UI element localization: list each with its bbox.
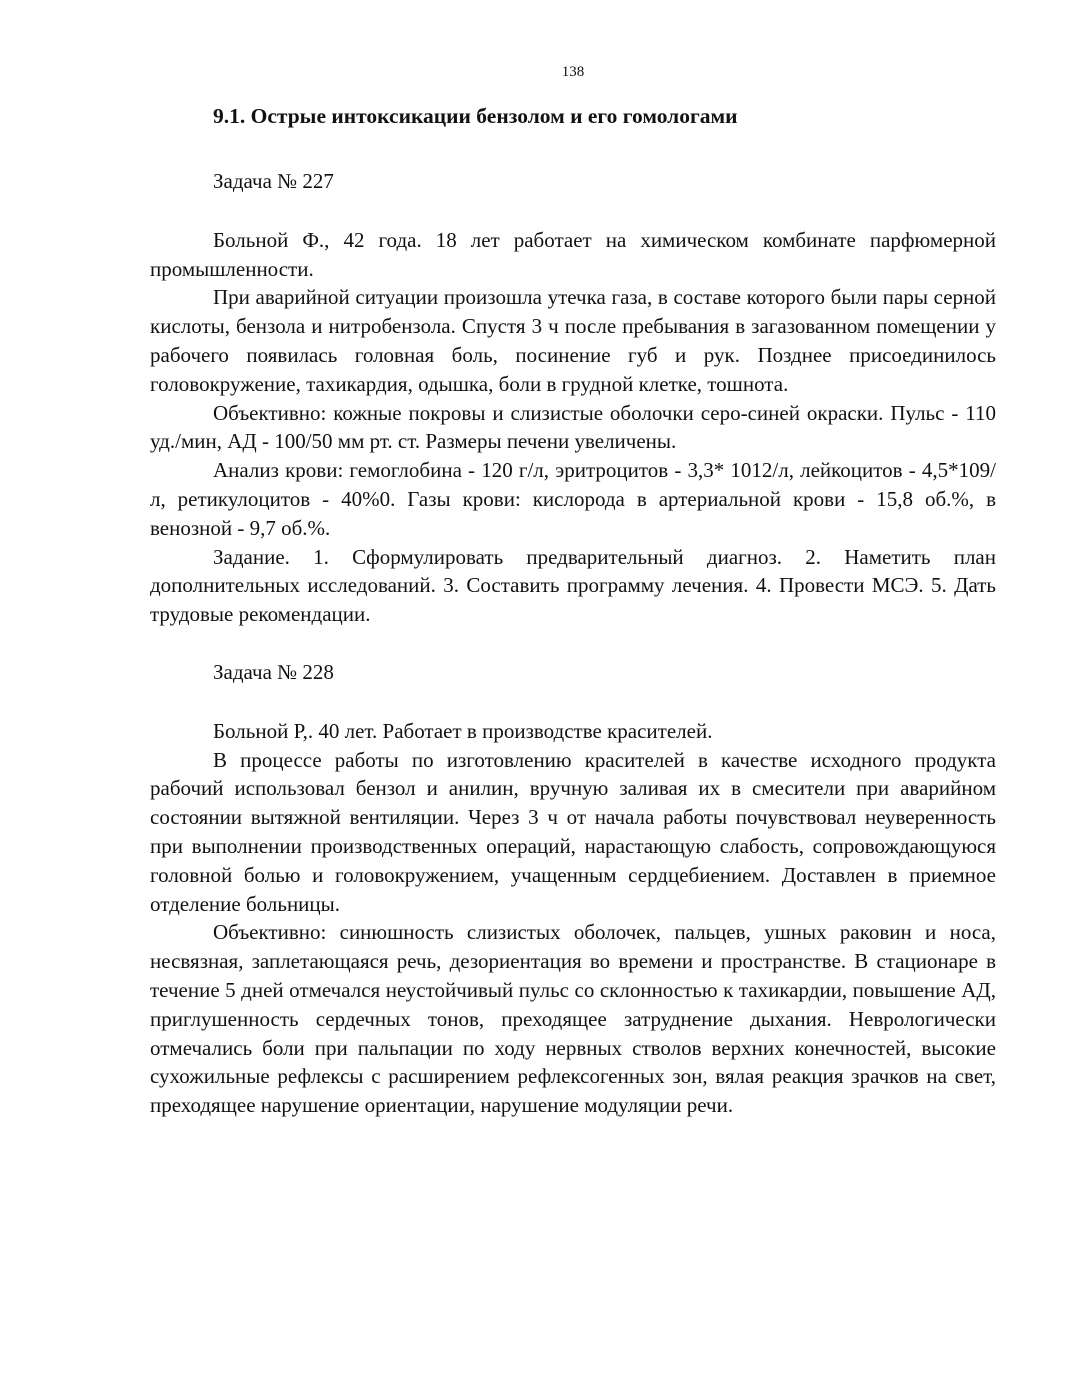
section-title: 9.1. Острые интоксикации бензолом и его гомологами [213, 104, 738, 128]
task-paragraph: Анализ крови: гемоглобина - 120 г/л, эритроцитов - 3,3* 1012/л, лейкоцитов - 4,5*109/л, ретикулоцитов - 40%0. Газы крови: кислорода в артериальной крови - 15,8 об.%, в венозной - 9,7 об.%. [150, 458, 996, 540]
task-paragraph: Объективно: кожные покровы и слизистые оболочки серо-синей окраски. Пульс - 110 уд./мин, АД - 100/50 мм рт. ст. Размеры печени увеличены. [150, 400, 996, 454]
task-paragraph: Задание. 1. Сформулировать предварительный диагноз. 2. Наметить план дополнительных исследований. 3. Составить программу лечения. 4. Провести МСЭ. 5. Дать трудовые рекомендации. [150, 544, 996, 627]
task-paragraph: Больной Р,. 40 лет. Работает в производстве красителей. [213, 718, 713, 743]
task-paragraph: Больной Ф., 42 года. 18 лет работает на химическом комбинате парфюмерной промышленности. [150, 227, 996, 281]
task-title: Задача № 227 [213, 169, 334, 193]
task-paragraph: В процессе работы по изготовлению красителей в качестве исходного продукта рабочий использовал бензол и анилин, вручную заливая их в смесители при аварийном состоянии вытяжной вентиляции. Через 3 ч от начала работы почувствовал неуверенность при выполнении производственных операций, нарастающую слабость, сопровождающуюся головной болью и головокружением, учащенным сердцебиением. Доставлен в приемное отделение больницы. [150, 747, 996, 916]
task-paragraph: При аварийной ситуации произошла утечка газа, в составе которого были пары серной кислоты, бензола и нитробензола. Спустя 3 ч после пребывания в загазованном помещении у рабочего появилась головная боль, посинение губ и рук. Позднее присоединилось головокружение, тахикардия, одышка, боли в грудной клетке, тошнота. [150, 285, 996, 396]
task-paragraph: Объективно: синюшность слизистых оболочек, пальцев, ушных раковин и носа, несвязная, заплетающаяся речь, дезориентация во времени и пространстве. В стационаре в течение 5 дней отмечался неустойчивый пульс со склонностью к тахикардии, повышение АД, приглушенность сердечных тонов, преходящее затруднение дыхания. Неврологически отмечались боли при пальпации по ходу нервных стволов верхних конечностей, высокие сухожильные рефлексы с расширением рефлексогенных зон, вялая реакция зрачков на свет, преходящее нарушение ориентации, нарушение модуляции речи. [150, 920, 996, 1118]
page-number: 138 [561, 64, 585, 80]
document-page [150, 62, 996, 1120]
task-title: Задача № 228 [213, 659, 334, 684]
